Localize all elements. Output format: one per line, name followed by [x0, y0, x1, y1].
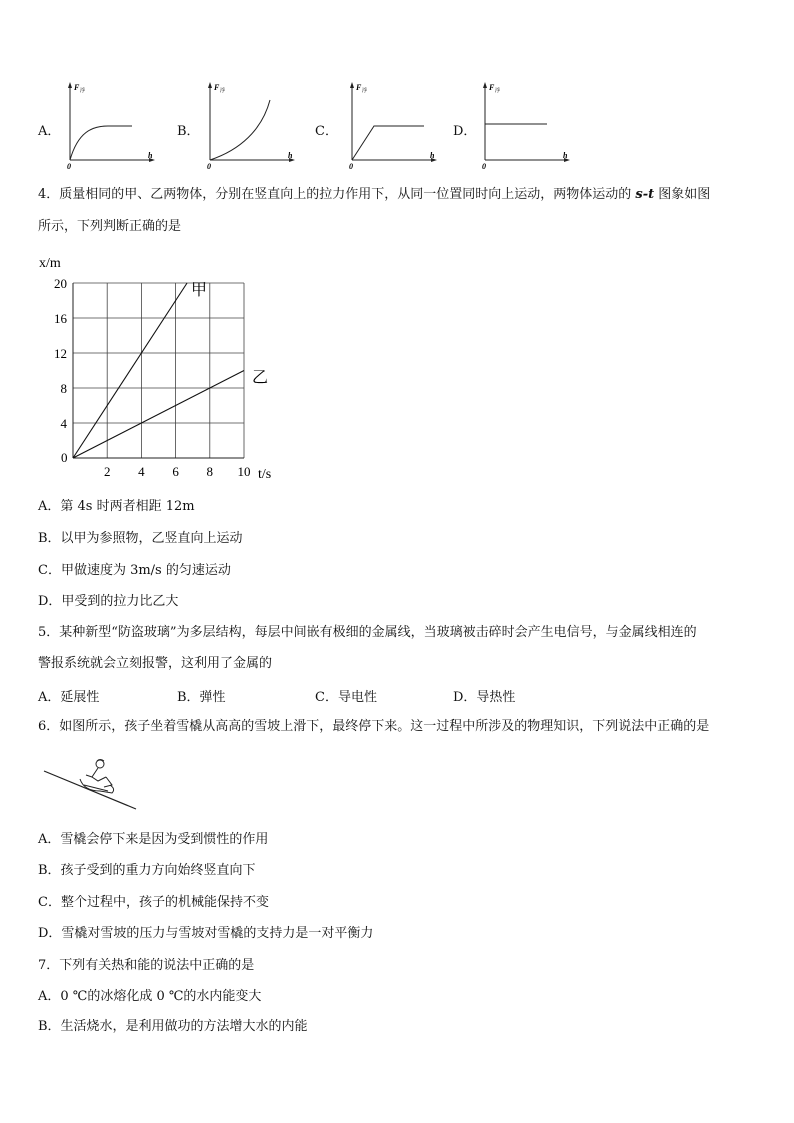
q5-options [0, 686, 794, 704]
chart-ticks [54, 276, 251, 479]
q3-option-b-label: B． [177, 124, 200, 139]
series-name-label: 乙 [252, 369, 269, 387]
q4-option-c: C．甲做速度为 3m/s 的匀速运动 [38, 563, 231, 578]
q5-option-a: A．延展性 [38, 690, 100, 705]
y-tick-label: 4 [60, 416, 67, 431]
q3-option-c-label: C． [315, 124, 338, 139]
q5-option-c: C．导电性 [315, 690, 377, 705]
y-axis-subscript: 浮 [362, 89, 368, 94]
q3-option-d-label: D． [453, 124, 477, 139]
q4-stem-text-a: 4．质量相同的甲、乙两物体，分别在竖直向上的拉力作用下，从同一位置同时向上运动，两物体运动的 [38, 187, 636, 202]
q6-option-d: D．雪橇对雪坡的压力与雪坡对雪橇的支持力是一对平衡力 [38, 926, 374, 941]
curve [70, 126, 132, 160]
y-axis-subscript: 浮 [220, 89, 226, 94]
curve [210, 100, 270, 160]
x-tick-label: 6 [172, 464, 179, 479]
q7-option-b: B．生活烧水，是利用做功的方法增大水的内能 [38, 1019, 308, 1034]
y-axis-label: F [489, 83, 495, 92]
x-tick-label: 8 [206, 464, 214, 479]
x-axis-label: t/s [258, 467, 272, 482]
y-tick-label: 16 [54, 311, 67, 326]
q5-option-b: B．弹性 [177, 690, 226, 705]
y-tick-label: 12 [54, 346, 67, 361]
x-axis-label: h [563, 151, 568, 160]
y-tick-label: 8 [60, 381, 67, 396]
q3-graph-a [60, 80, 160, 172]
y-tick-label: 20 [54, 276, 67, 291]
y-axis-label: F [214, 83, 220, 92]
y-axis-subscript: 浮 [495, 89, 501, 94]
q4-option-b: B．以甲为参照物，乙竖直向上运动 [38, 531, 243, 546]
q4-option-d: D．甲受到的拉力比乙大 [38, 594, 179, 609]
q3-option-a-label: A． [38, 124, 61, 139]
x-tick-label: 10 [237, 464, 251, 479]
x-axis-label: h [148, 151, 153, 160]
origin-label: 0 [482, 162, 486, 171]
chart-series [73, 281, 268, 458]
y-axis-label: F [356, 83, 362, 92]
q4-stem-line1 [38, 186, 710, 204]
q6-option-c: C．整个过程中，孩子的机械能保持不变 [38, 895, 269, 910]
sled-slope-illustration [40, 755, 140, 813]
x-axis-label: h [430, 151, 435, 160]
y-axis-label: F [74, 83, 80, 92]
origin-label: 0 [207, 162, 211, 171]
st-chart [30, 250, 290, 485]
q5-option-d: D．导热性 [453, 690, 516, 705]
origin-label: 0 [349, 162, 353, 171]
origin-label: 0 [67, 162, 71, 171]
q5-stem-line2: 警报系统就会立刻报警，这利用了金属的 [38, 656, 273, 671]
curve [352, 126, 424, 160]
x-axis-label: h [288, 151, 293, 160]
x-tick-label: 2 [103, 464, 111, 479]
q6-stem: 6．如图所示，孩子坐着雪橇从高高的雪坡上滑下，最终停下来。这一过程中所涉及的物理知识，下列说法中正确的是 [38, 719, 710, 734]
q4-stem-st: s-t [635, 187, 655, 202]
q6-option-b: B．孩子受到的重力方向始终竖直向下 [38, 863, 256, 878]
y-axis-subscript: 浮 [80, 89, 86, 94]
q3-graph-c [342, 80, 442, 172]
q4-stem-line2: 所示，下列判断正确的是 [38, 219, 182, 234]
q5-stem-line1: 5．某种新型“防盗玻璃”为多层结构，每层中间嵌有极细的金属线，当玻璃被击碎时会产生电信号，与金属线相连的 [38, 625, 697, 640]
series-line-2 [73, 371, 244, 459]
q7-option-a: A．0 ℃的冰熔化成 0 ℃的水内能变大 [38, 989, 262, 1004]
q3-graph-b [200, 80, 300, 172]
x-tick-label: 0 [61, 450, 68, 465]
q4-option-a: A．第 4s 时两者相距 12m [38, 499, 195, 514]
q7-stem: 7．下列有关热和能的说法中正确的是 [38, 958, 255, 973]
series-line-1 [73, 283, 187, 458]
chart-grid [73, 283, 244, 458]
series-name-label: 甲 [191, 282, 208, 299]
q6-option-a: A．雪橇会停下来是因为受到惯性的作用 [38, 832, 269, 847]
q4-stem-text-b: 图象如图 [654, 187, 711, 202]
x-tick-label: 4 [138, 464, 145, 479]
y-axis-label: x/m [39, 256, 61, 271]
q3-graph-d [475, 80, 575, 172]
